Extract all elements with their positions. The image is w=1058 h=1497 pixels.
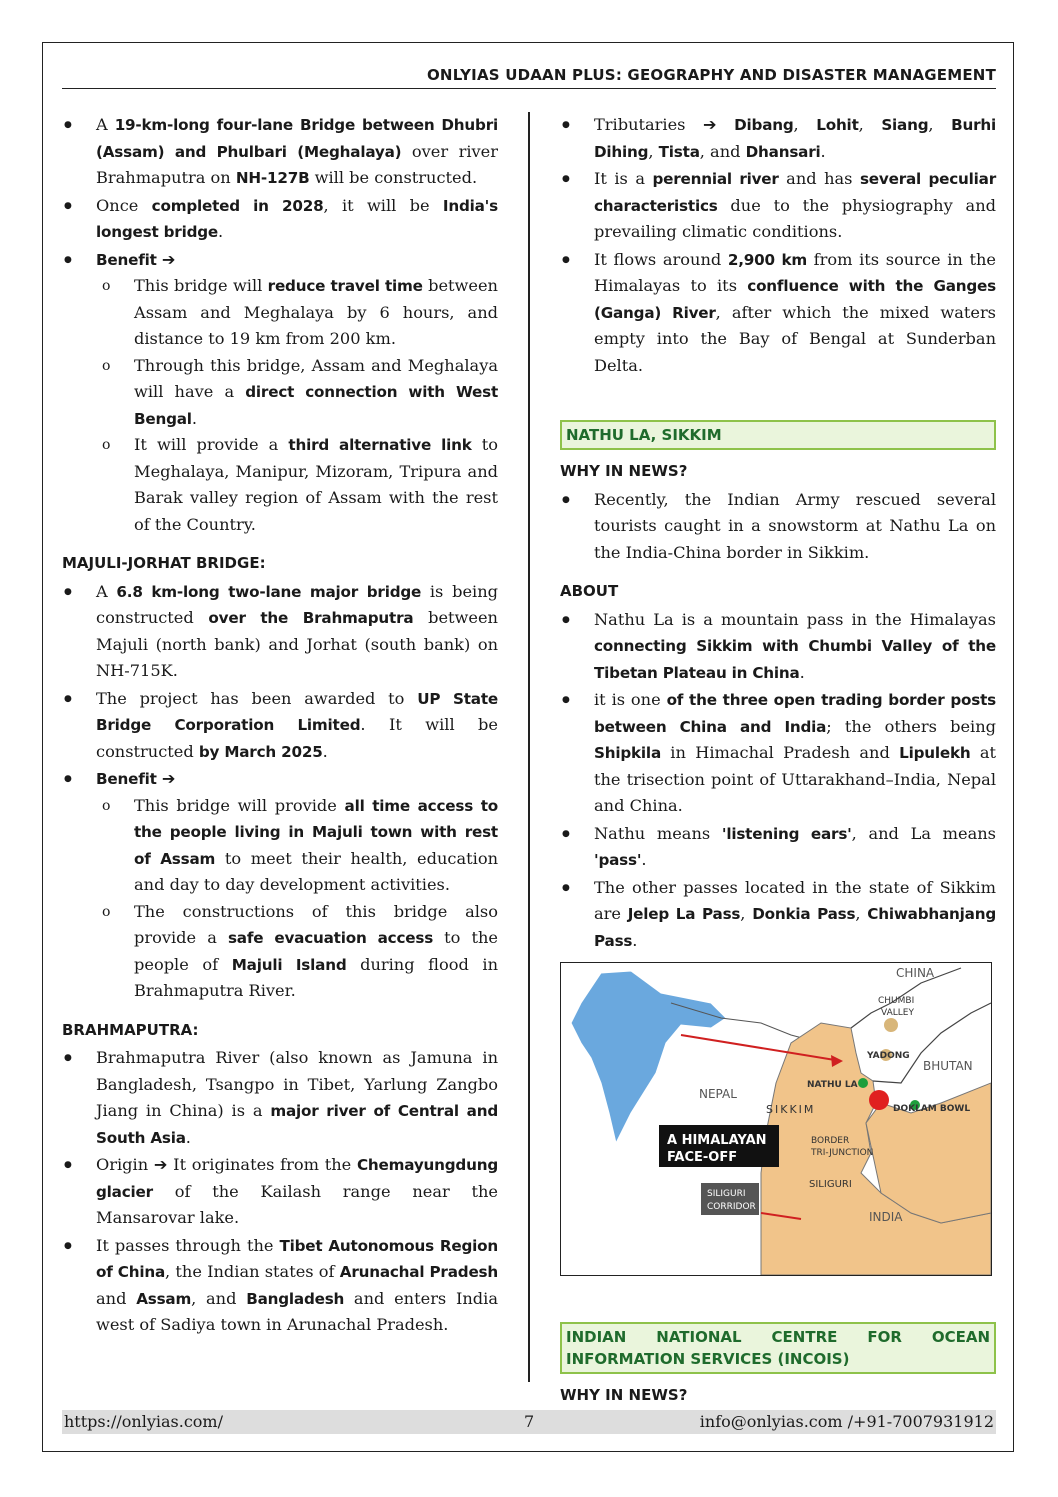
left-column <box>62 112 498 1340</box>
footer-url[interactable]: https://onlyias.com/ <box>64 1412 223 1431</box>
map-graphic <box>561 963 991 1275</box>
nathula-map <box>560 962 992 1276</box>
flow-point: ● It flows around 2,900 km from its source in the Himalayas to its confluence with the Ganges (Ganga) River, after which the mixed waters empty into the Bay of Bengal at Sunderban Delta. <box>560 247 996 380</box>
map-label-border1: BORDER <box>811 1136 850 1146</box>
tributaries-point: ● Tributaries ➔ Dibang, Lohit, Siang, Burhi Dihing, Tista, and Dhansari. <box>560 112 996 165</box>
nathula-about-heading: ABOUT <box>560 582 619 600</box>
brahmaputra-cont-list <box>560 112 996 379</box>
dhubri-point-1: ● A 19-km-long four-lane Bridge between Dhubri (Assam) and Phulbari (Meghalaya) over river Brahmaputra on NH-127B will be constructed. <box>62 112 498 192</box>
perennial-point: ● It is a perennial river and has several peculiar characteristics due to the physiography and prevailing climatic conditions. <box>560 166 996 246</box>
nathula-why-point: ● Recently, the Indian Army rescued several tourists caught in a snowstorm at Nathu La on the India-China border in Sikkim. <box>560 487 996 567</box>
majuli-heading: MAJULI-JORHAT BRIDGE: <box>62 554 266 572</box>
brahmaputra-heading: BRAHMAPUTRA: <box>62 1020 199 1039</box>
map-label-corridor1: SILIGURI <box>707 1189 746 1199</box>
nathula-about-3: ● Nathu means 'listening ears', and La means 'pass'. <box>560 821 996 874</box>
majuli-list <box>62 579 498 1005</box>
footer-page-number: 7 <box>524 1412 535 1431</box>
brahmaputra-point-3: ● It passes through the Tibet Autonomous Region of China, the Indian states of Arunachal Pradesh and Assam, and Bangladesh and enters India west of Sadiya town in Arunachal Pradesh. <box>62 1233 498 1339</box>
incois-why-heading: WHY IN NEWS? <box>560 1386 688 1404</box>
footer-contact[interactable]: info@onlyias.com /+91-7007931912 <box>699 1412 994 1431</box>
nathula-why-heading: WHY IN NEWS? <box>560 462 688 480</box>
map-label-face2: FACE-OFF <box>667 1150 738 1165</box>
majuli-point-2: ● The project has been awarded to UP State Bridge Corporation Limited. It will be constructed by March 2025. <box>62 686 498 766</box>
brahmaputra-point-2: ● Origin ➔ It originates from the Chemayungdung glacier of the Kailash range near the Mansarovar lake. <box>62 1152 498 1232</box>
map-label-yadong: YADONG <box>867 1051 910 1061</box>
chumbi-dot <box>884 1018 898 1032</box>
nathula-about-1: ● Nathu La is a mountain pass in the Himalayas connecting Sikkim with Chumbi Valley of the Tibetan Plateau in China. <box>560 607 996 687</box>
nathula-about-4: ● The other passes located in the state of Sikkim are Jelep La Pass, Donkia Pass, Chiwabhanjang Pass. <box>560 875 996 955</box>
majuli-point-1: ● A 6.8 km-long two-lane major bridge is being constructed over the Brahmaputra between Majuli (north bank) and Jorhat (south bank) on NH-715K. <box>62 579 498 685</box>
dhubri-benefit: ● Benefit ➔ o This bridge will reduce travel time between Assam and Meghalaya by 6 hours, and distance to 19 km from 200 km. o Through this bridge, Assam and Meghalaya will have a direct connection with West Bengal. o It will provide a third alternative link to Meghalaya, Manipur, Mizoram, Tripura and Barak valley region of Assam with the rest of the Country. <box>62 247 498 539</box>
dhubri-point-2: ● Once completed in 2028, it will be India's longest bridge. <box>62 193 498 246</box>
dhubri-benefit-list <box>96 273 498 538</box>
arrow-right-icon: ➔ <box>161 769 176 788</box>
india-inset-shape <box>571 971 726 1143</box>
map-label-chumbi: CHUMBI <box>878 996 915 1006</box>
map-label-nathula: NATHU LA <box>807 1080 858 1090</box>
map-label-china: CHINA <box>896 966 935 980</box>
nathula-section-title: NATHU LA, SIKKIM <box>560 420 996 450</box>
dhubri-benefit-3: o It will provide a third alternative link to Meghalaya, Manipur, Mizoram, Tripura and Barak valley region of Assam with the rest of the Country. <box>96 432 498 538</box>
arrow-right-icon: ➔ <box>153 1155 168 1174</box>
doklam-marker <box>869 1090 889 1110</box>
map-label-bhutan: BHUTAN <box>923 1059 973 1073</box>
arrow-right-icon: ➔ <box>703 115 717 134</box>
map-label-siliguri: SILIGURI <box>809 1179 852 1190</box>
majuli-benefit-1: o This bridge will provide all time access to the people living in Majuli town with rest of Assam to meet their health, education and day to day development activities. <box>96 793 498 899</box>
nathula-about-2: ● it is one of the three open trading border posts between China and India; the others being Shipkila in Himachal Pradesh and Lipulekh at the trisection point of Uttarakhand–India, Nepal and China. <box>560 687 996 820</box>
dhubri-benefit-2: o Through this bridge, Assam and Meghalaya will have a direct connection with West Bengal. <box>96 353 498 433</box>
majuli-benefit-2: o The constructions of this bridge also provide a safe evacuation access to the people of Majuli Island during flood in Brahmaputra River. <box>96 899 498 1005</box>
page-footer <box>62 1410 996 1434</box>
map-label-india: INDIA <box>869 1210 903 1224</box>
page-header <box>62 66 996 89</box>
arrow-right-icon: ➔ <box>161 249 176 269</box>
incois-section-title: INDIAN NATIONAL CENTRE FOR OCEAN INFORMATION SERVICES (INCOIS) <box>560 1322 996 1374</box>
header-title: ONLYIAS UDAAN PLUS: GEOGRAPHY AND DISASTER MANAGEMENT <box>426 66 996 84</box>
map-label-face1: A HIMALAYAN <box>667 1133 767 1148</box>
map-label-sikkim: SIKKIM <box>766 1103 816 1116</box>
map-label-border2: TRI-JUNCTION <box>811 1148 874 1158</box>
map-label-doklam: DOKLAM BOWL <box>893 1104 971 1114</box>
map-label-valley: VALLEY <box>881 1008 914 1018</box>
nathula-why-list <box>560 487 996 567</box>
brahmaputra-point-1: ● Brahmaputra River (also known as Jamuna in Bangladesh, Tsangpo in Tibet, Yarlung Zangbo Jiang in China) is a major river of Central and South Asia. <box>62 1045 498 1151</box>
map-label-corridor2: CORRIDOR <box>707 1202 756 1212</box>
majuli-benefit: ● Benefit ➔ o This bridge will provide all time access to the people living in Majuli town with rest of Assam to meet their health, education and day to day development activities. o The constructions of this bridge also provide a safe evacuation access to the people of Majuli Island during flood in Brahmaputra River. <box>62 766 498 1005</box>
majuli-benefit-list <box>96 793 498 1005</box>
nathula-about-list <box>560 607 996 955</box>
right-column <box>560 112 996 1411</box>
dhubri-benefit-1: o This bridge will reduce travel time between Assam and Meghalaya by 6 hours, and distance to 19 km from 200 km. <box>96 273 498 353</box>
dhubri-list <box>62 112 498 538</box>
brahmaputra-list <box>62 1045 498 1339</box>
column-divider <box>528 112 530 1382</box>
map-label-nepal: NEPAL <box>699 1087 737 1101</box>
nathula-dot <box>858 1078 868 1088</box>
